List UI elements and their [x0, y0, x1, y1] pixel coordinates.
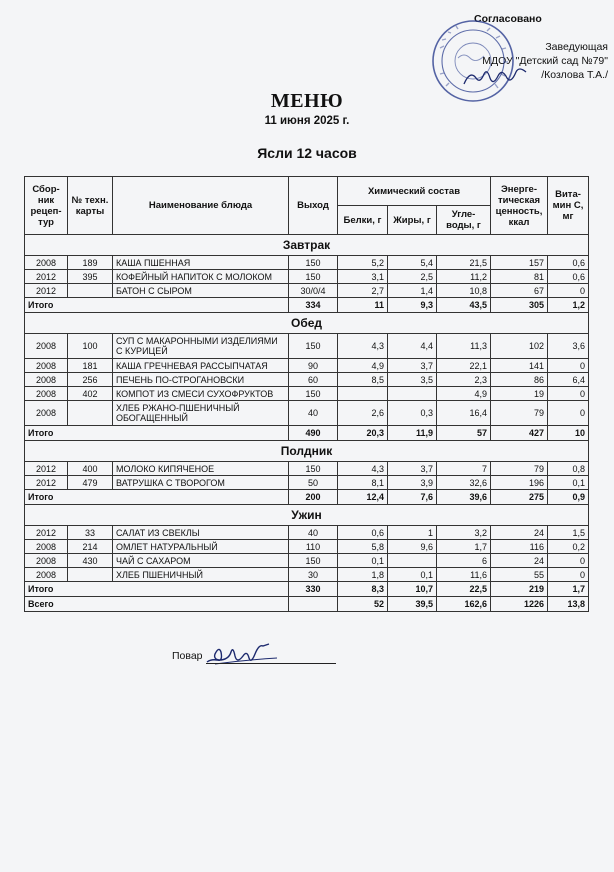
cell-dish-name: ВАТРУШКА С ТВОРОГОМ	[113, 476, 289, 490]
cell-tech-card	[68, 401, 113, 426]
cell-proteins: 2,7	[338, 284, 388, 298]
cell-energy: 19	[491, 387, 548, 401]
cell-proteins: 3,1	[338, 270, 388, 284]
cell-fats: 3,7	[388, 462, 437, 476]
section-header	[25, 235, 589, 256]
total-row-proteins: 12,4	[338, 490, 388, 505]
table-row	[25, 334, 589, 359]
section-title: Обед	[25, 313, 589, 334]
cell-dish-name: КОФЕЙНЫЙ НАПИТОК С МОЛОКОМ	[113, 270, 289, 284]
table-row	[25, 270, 589, 284]
total-row-energy: 427	[491, 426, 548, 441]
total-row-energy: 305	[491, 298, 548, 313]
cell-vitamin: 1,5	[548, 526, 589, 540]
cell-carbs: 21,5	[437, 256, 491, 270]
cell-collection: 2008	[25, 540, 68, 554]
cell-carbs: 11,2	[437, 270, 491, 284]
cell-proteins	[338, 387, 388, 401]
cell-vitamin: 0	[548, 568, 589, 582]
cell-fats: 0,1	[388, 568, 437, 582]
header-vitamin: Вита-мин С, мг	[548, 177, 589, 235]
cell-fats	[388, 387, 437, 401]
cell-energy: 67	[491, 284, 548, 298]
cell-carbs: 22,1	[437, 359, 491, 373]
cell-carbs: 11,3	[437, 334, 491, 359]
cell-dish-name: ХЛЕБ РЖАНО-ПШЕНИЧНЫЙ ОБОГАЩЕННЫЙ	[113, 401, 289, 426]
section-title: Ужин	[25, 505, 589, 526]
approval-signature-line: /Козлова Т.А./	[541, 69, 608, 81]
table-row	[25, 568, 589, 582]
table-row	[25, 387, 589, 401]
cell-collection: 2008	[25, 387, 68, 401]
cell-dish-name: ЧАЙ С САХАРОМ	[113, 554, 289, 568]
table-row	[25, 526, 589, 540]
grand-total-row	[25, 597, 589, 612]
approval-role: Заведующая	[545, 41, 608, 53]
cell-proteins: 1,8	[338, 568, 388, 582]
cell-proteins: 0,1	[338, 554, 388, 568]
cell-collection: 2008	[25, 401, 68, 426]
document-group: Ясли 12 часов	[257, 145, 357, 161]
grand-total-row-vitamin: 13,8	[548, 597, 589, 612]
cell-vitamin: 0,6	[548, 256, 589, 270]
cell-carbs: 7	[437, 462, 491, 476]
total-row-output: 330	[289, 582, 338, 597]
total-row-output: 200	[289, 490, 338, 505]
cell-fats: 1	[388, 526, 437, 540]
total-row-carbs: 43,5	[437, 298, 491, 313]
cell-carbs: 1,7	[437, 540, 491, 554]
cell-tech-card: 214	[68, 540, 113, 554]
cell-energy: 196	[491, 476, 548, 490]
cell-tech-card: 256	[68, 373, 113, 387]
cell-proteins: 5,8	[338, 540, 388, 554]
cell-vitamin: 0,8	[548, 462, 589, 476]
cell-vitamin: 0,6	[548, 270, 589, 284]
table-row	[25, 554, 589, 568]
cook-label: Повар	[172, 650, 203, 662]
approval-title: Согласовано	[474, 13, 542, 25]
cell-output: 40	[289, 401, 338, 426]
cell-dish-name: САЛАТ ИЗ СВЕКЛЫ	[113, 526, 289, 540]
cell-output: 150	[289, 462, 338, 476]
header-tech-card: № техн. карты	[68, 177, 113, 235]
total-row	[25, 582, 589, 597]
cell-collection: 2008	[25, 334, 68, 359]
total-row-label: Итого	[25, 490, 289, 505]
section-title: Полдник	[25, 441, 589, 462]
total-row-fats: 10,7	[388, 582, 437, 597]
cell-tech-card	[68, 568, 113, 582]
cell-output: 150	[289, 334, 338, 359]
document-date: 11 июня 2025 г.	[264, 115, 350, 127]
cell-dish-name: ПЕЧЕНЬ ПО-СТРОГАНОВСКИ	[113, 373, 289, 387]
grand-total-row-energy: 1226	[491, 597, 548, 612]
cell-energy: 86	[491, 373, 548, 387]
header-output: Выход	[289, 177, 338, 235]
total-row-vitamin: 1,7	[548, 582, 589, 597]
cell-collection: 2008	[25, 373, 68, 387]
cell-output: 110	[289, 540, 338, 554]
cell-carbs: 3,2	[437, 526, 491, 540]
cell-proteins: 2,6	[338, 401, 388, 426]
total-row	[25, 490, 589, 505]
header-proteins: Белки, г	[338, 206, 388, 235]
total-row-output: 490	[289, 426, 338, 441]
total-row-label: Итого	[25, 426, 289, 441]
total-row-label: Итого	[25, 582, 289, 597]
cell-energy: 102	[491, 334, 548, 359]
cell-proteins: 0,6	[338, 526, 388, 540]
cell-output: 30	[289, 568, 338, 582]
cook-signature-icon	[205, 642, 285, 668]
cell-fats: 4,4	[388, 334, 437, 359]
cell-dish-name: КАША ПШЕННАЯ	[113, 256, 289, 270]
cell-vitamin: 3,6	[548, 334, 589, 359]
cell-carbs: 10,8	[437, 284, 491, 298]
cell-dish-name: КАША ГРЕЧНЕВАЯ РАССЫПЧАТАЯ	[113, 359, 289, 373]
cell-collection: 2012	[25, 476, 68, 490]
cell-tech-card: 189	[68, 256, 113, 270]
cell-dish-name: МОЛОКО КИПЯЧЕНОЕ	[113, 462, 289, 476]
total-row-vitamin: 10	[548, 426, 589, 441]
cell-fats: 5,4	[388, 256, 437, 270]
table-row	[25, 256, 589, 270]
total-row-energy: 219	[491, 582, 548, 597]
cell-collection: 2012	[25, 462, 68, 476]
cell-vitamin: 0	[548, 359, 589, 373]
cell-collection: 2008	[25, 568, 68, 582]
cell-fats: 9,6	[388, 540, 437, 554]
table-row	[25, 401, 589, 426]
cell-vitamin: 0	[548, 401, 589, 426]
cell-vitamin: 6,4	[548, 373, 589, 387]
cell-output: 150	[289, 387, 338, 401]
header-collection: Сбор-ник рецеп-тур	[25, 177, 68, 235]
cell-vitamin: 0	[548, 554, 589, 568]
cell-collection: 2012	[25, 526, 68, 540]
cell-fats: 0,3	[388, 401, 437, 426]
total-row	[25, 426, 589, 441]
cell-vitamin: 0,1	[548, 476, 589, 490]
cell-energy: 55	[491, 568, 548, 582]
header-carbs: Угле-воды, г	[437, 206, 491, 235]
document-title: МЕНЮ	[270, 90, 344, 112]
cell-fats: 1,4	[388, 284, 437, 298]
cell-energy: 116	[491, 540, 548, 554]
cell-proteins: 8,1	[338, 476, 388, 490]
grand-total-row-output	[289, 597, 338, 612]
total-row-vitamin: 0,9	[548, 490, 589, 505]
section-header	[25, 505, 589, 526]
cell-energy: 79	[491, 462, 548, 476]
header-fats: Жиры, г	[388, 206, 437, 235]
grand-total-row-proteins: 52	[338, 597, 388, 612]
cell-vitamin: 0,2	[548, 540, 589, 554]
cell-energy: 81	[491, 270, 548, 284]
cell-collection: 2008	[25, 256, 68, 270]
cell-proteins: 5,2	[338, 256, 388, 270]
cell-tech-card: 181	[68, 359, 113, 373]
table-row	[25, 359, 589, 373]
cell-vitamin: 0	[548, 387, 589, 401]
cell-dish-name: СУП С МАКАРОННЫМИ ИЗДЕЛИЯМИ С КУРИЦЕЙ	[113, 334, 289, 359]
approval-org: МДОУ "Детский сад №79"	[482, 55, 608, 67]
table-row	[25, 476, 589, 490]
total-row-proteins: 11	[338, 298, 388, 313]
total-row-output: 334	[289, 298, 338, 313]
grand-total-row-fats: 39,5	[388, 597, 437, 612]
cell-fats: 3,9	[388, 476, 437, 490]
cell-output: 150	[289, 256, 338, 270]
cell-energy: 24	[491, 526, 548, 540]
cell-dish-name: БАТОН С СЫРОМ	[113, 284, 289, 298]
total-row-fats: 9,3	[388, 298, 437, 313]
total-row-proteins: 8,3	[338, 582, 388, 597]
header-chemical-composition: Химический состав	[338, 177, 491, 206]
cell-output: 90	[289, 359, 338, 373]
total-row	[25, 298, 589, 313]
cell-fats: 3,5	[388, 373, 437, 387]
cell-collection: 2012	[25, 270, 68, 284]
total-row-fats: 11,9	[388, 426, 437, 441]
total-row-vitamin: 1,2	[548, 298, 589, 313]
table-row	[25, 540, 589, 554]
approval-signature-icon	[462, 68, 528, 90]
cell-tech-card: 402	[68, 387, 113, 401]
cell-tech-card: 100	[68, 334, 113, 359]
cell-fats: 3,7	[388, 359, 437, 373]
cook-signature-line	[206, 663, 336, 664]
cell-dish-name: ХЛЕБ ПШЕНИЧНЫЙ	[113, 568, 289, 582]
header-energy: Энерге-тическая ценность, ккал	[491, 177, 548, 235]
cell-output: 40	[289, 526, 338, 540]
cell-collection: 2012	[25, 284, 68, 298]
grand-total-row-label: Всего	[25, 597, 289, 612]
cell-tech-card: 400	[68, 462, 113, 476]
total-row-carbs: 39,6	[437, 490, 491, 505]
table-row	[25, 284, 589, 298]
cell-proteins: 8,5	[338, 373, 388, 387]
cell-collection: 2008	[25, 359, 68, 373]
cell-carbs: 16,4	[437, 401, 491, 426]
cell-proteins: 4,3	[338, 334, 388, 359]
total-row-carbs: 22,5	[437, 582, 491, 597]
cell-proteins: 4,3	[338, 462, 388, 476]
header-dish-name: Наименование блюда	[113, 177, 289, 235]
section-header	[25, 441, 589, 462]
table-row	[25, 462, 589, 476]
cell-fats: 2,5	[388, 270, 437, 284]
cell-tech-card: 479	[68, 476, 113, 490]
cell-energy: 157	[491, 256, 548, 270]
table-row	[25, 373, 589, 387]
cell-energy: 24	[491, 554, 548, 568]
menu-table	[24, 176, 589, 612]
cell-energy: 79	[491, 401, 548, 426]
cell-dish-name: ОМЛЕТ НАТУРАЛЬНЫЙ	[113, 540, 289, 554]
cell-carbs: 11,6	[437, 568, 491, 582]
cell-tech-card: 33	[68, 526, 113, 540]
cell-dish-name: КОМПОТ ИЗ СМЕСИ СУХОФРУКТОВ	[113, 387, 289, 401]
cell-tech-card	[68, 284, 113, 298]
cell-output: 60	[289, 373, 338, 387]
total-row-carbs: 57	[437, 426, 491, 441]
cell-carbs: 32,6	[437, 476, 491, 490]
total-row-label: Итого	[25, 298, 289, 313]
cell-output: 150	[289, 554, 338, 568]
grand-total-row-carbs: 162,6	[437, 597, 491, 612]
cell-tech-card: 430	[68, 554, 113, 568]
cell-output: 50	[289, 476, 338, 490]
section-header	[25, 313, 589, 334]
cell-carbs: 6	[437, 554, 491, 568]
cell-output: 30/0/4	[289, 284, 338, 298]
menu-table-body	[25, 235, 589, 612]
cell-output: 150	[289, 270, 338, 284]
cell-proteins: 4,9	[338, 359, 388, 373]
cell-carbs: 2,3	[437, 373, 491, 387]
cell-fats	[388, 554, 437, 568]
total-row-proteins: 20,3	[338, 426, 388, 441]
cell-collection: 2008	[25, 554, 68, 568]
total-row-fats: 7,6	[388, 490, 437, 505]
cell-carbs: 4,9	[437, 387, 491, 401]
total-row-energy: 275	[491, 490, 548, 505]
section-title: Завтрак	[25, 235, 589, 256]
cell-tech-card: 395	[68, 270, 113, 284]
cell-energy: 141	[491, 359, 548, 373]
cell-vitamin: 0	[548, 284, 589, 298]
